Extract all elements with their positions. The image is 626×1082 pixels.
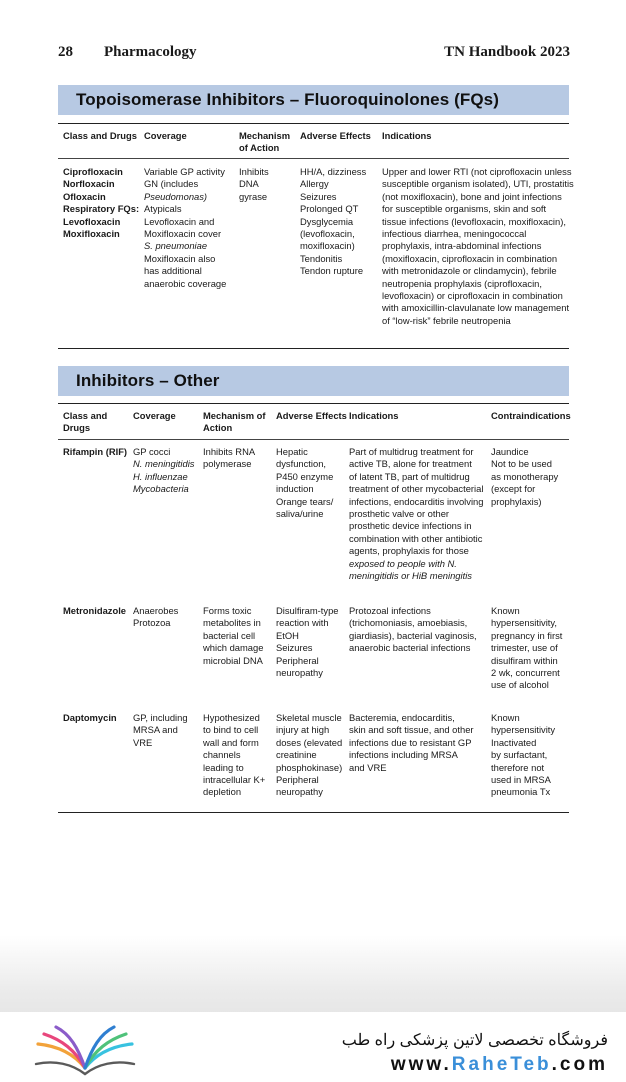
table2-row-adverse: [276, 446, 348, 520]
table2-row-coverage-line: Anaerobes: [133, 605, 179, 616]
table2-title: Inhibitors – Other: [76, 371, 220, 390]
table2-header-cell-line: Adverse Effects: [276, 410, 347, 421]
table2-bottom-rule: [58, 812, 569, 813]
table1-drugs-line: Ofloxacin: [63, 190, 106, 202]
table2-row-contraindications: [491, 712, 569, 799]
table2-row-indications-line: exposed to people with N.: [349, 557, 457, 569]
table2-row-adverse-line: Skeletal muscle: [276, 712, 342, 723]
table2-row-mechanism-line: which damage: [203, 642, 264, 654]
table2-row-coverage-line: N. meningitidis: [133, 458, 195, 470]
table1-header-cell-line: Indications: [382, 130, 432, 141]
table2-row-mechanism-line: depletion: [203, 786, 242, 798]
table2-row-contraindications-line: hypersensitivity: [491, 724, 556, 736]
table2-row-indications-line: (trichomoniasis, amoebiasis,: [349, 617, 468, 629]
table2-row-indications-line: of latent TB, part of multidrug: [349, 470, 470, 482]
table2-row-mechanism-line: wall and form: [203, 736, 259, 748]
table2-header-cell: [203, 410, 275, 435]
table1-drugs-line: Respiratory FQs:: [63, 203, 140, 215]
table2-row-contraindications-line: pneumonia Tx: [491, 786, 551, 798]
table1-coverage-line: GN (includes: [144, 178, 199, 190]
table2-row-indications-line: prosthetic valve or other: [349, 508, 450, 520]
table2-row-adverse-line: Peripheral: [276, 774, 319, 786]
table2-row-adverse-line: Orange tears/: [276, 495, 334, 507]
table2-header-cell-line: Indications: [349, 410, 399, 421]
table2-row-contraindications-line: Inactivated: [491, 736, 537, 748]
table2-row-contraindications-line: Known: [491, 712, 520, 723]
table2-banner: [58, 366, 569, 396]
table2-row-coverage-line: VRE: [133, 736, 153, 748]
table1-indications-line: prophylaxis, intra-abdominal infections: [382, 240, 542, 252]
table2-row-adverse-line: reaction with: [276, 617, 329, 629]
table2-row-contraindications: [491, 605, 569, 692]
table1-indications-line: tissue infections (levofloxacin, moxifloxacin),: [382, 215, 566, 227]
table2-row-adverse-line: dysfunction,: [276, 458, 327, 470]
table2-row-indications-line: infections including MRSA: [349, 749, 458, 761]
table1-header-cell: [239, 130, 297, 155]
table1-drugs-line: Levofloxacin: [63, 215, 121, 227]
table1-header-cell: [300, 130, 380, 142]
table1-header-cell: [382, 130, 572, 142]
table1-indications-line: susceptible organism isolated), UTI, prostatitis: [382, 178, 574, 190]
table2-header-cell-line: Action: [203, 422, 233, 434]
table2-row-adverse-line: creatinine: [276, 749, 317, 761]
page-number: 28: [58, 44, 73, 60]
table2-row-mechanism-line: to bind to cell: [203, 724, 259, 736]
table2-top-rule: [58, 403, 569, 404]
section-title: Pharmacology: [104, 44, 197, 60]
table1-coverage-line: S. pneumoniae: [144, 240, 208, 252]
table1-mechanism-line: gyrase: [239, 190, 268, 202]
table2-row-indications: [349, 605, 489, 655]
table1-coverage-line: Pseudomonas): [144, 190, 208, 202]
table2-row-indications: [349, 712, 489, 774]
table2-row-coverage: [133, 712, 201, 749]
table2-row-indications: [349, 446, 489, 582]
table2-header-rule: [58, 439, 569, 440]
table1-header-cell-line: Coverage: [144, 130, 187, 141]
table2-row-drug: [63, 605, 131, 617]
table1-coverage: [144, 166, 238, 290]
table2-row-drug: [63, 712, 131, 724]
table2-row-coverage-line: Protozoa: [133, 617, 171, 629]
table2-row-adverse-line: Peripheral: [276, 654, 319, 666]
table2-row-adverse-line: Seizures: [276, 642, 313, 654]
table2-row-adverse: [276, 605, 348, 679]
table2-row-mechanism-line: intracellular K+: [203, 774, 266, 786]
table1-adverse-line: Allergy: [300, 178, 329, 190]
table1-indications-line: with amoxicillin-clavulanate low management: [382, 302, 570, 314]
page-shadow: [0, 935, 626, 1015]
table2-header-cell: [63, 410, 131, 435]
table2-row-contraindications: [491, 446, 569, 508]
table1-coverage-line: Moxifloxacin cover: [144, 228, 222, 240]
table2-row-adverse: [276, 712, 348, 799]
table2-header-cell-line: Drugs: [63, 422, 91, 434]
table2-row-contraindications-line: 2 wk, concurrent: [491, 667, 560, 679]
table2-row-contraindications-line: used in MRSA: [491, 774, 551, 786]
table2-row-adverse-line: injury at high: [276, 724, 330, 736]
table2-row-indications-line: Part of multidrug treatment for: [349, 446, 474, 457]
table2-row-indications-line: Bacteremia, endocarditis,: [349, 712, 455, 723]
table2-row-coverage-line: MRSA and: [133, 724, 178, 736]
table2-row-contraindications-line: prophylaxis): [491, 495, 542, 507]
table1-banner: [58, 85, 569, 115]
table2-row-drug-line: Metronidazole: [63, 605, 127, 616]
table1-adverse: [300, 166, 380, 278]
table1-mechanism-line: DNA: [239, 178, 259, 190]
table2-row-mechanism-line: polymerase: [203, 458, 252, 470]
table2-row-indications-line: prosthetic device infections in: [349, 520, 472, 532]
table1-drugs-line: Moxifloxacin: [63, 228, 120, 240]
table2-row-adverse-line: P450 enzyme: [276, 470, 334, 482]
table1-top-rule: [58, 123, 569, 124]
table1-drugs: [63, 166, 143, 240]
table2-row-mechanism-line: Hypothesized: [203, 712, 260, 723]
table2-row-drug: [63, 446, 131, 458]
store-footer: [0, 1012, 626, 1080]
table1-indications-line: for susceptible organisms, skin and soft: [382, 203, 547, 215]
table2-row-indications-line: treatment of other mycobacterial: [349, 483, 484, 495]
book-title: TN Handbook 2023: [444, 44, 570, 60]
table2-row-adverse-line: neuropathy: [276, 667, 323, 679]
table2-header-cell-line: Coverage: [133, 410, 176, 421]
table1-header-cell-line: Adverse Effects: [300, 130, 371, 141]
table1-coverage-line: Levofloxacin and: [144, 215, 215, 227]
table2-row-contraindications-line: as monotherapy: [491, 470, 559, 482]
table1-indications-line: levofloxacin) or ciprofloxacin in combination: [382, 290, 563, 302]
table1-adverse-line: Prolonged QT: [300, 203, 359, 215]
table1-adverse-line: HH/A, dizziness: [300, 166, 367, 177]
table1-adverse-line: moxifloxacin): [300, 240, 355, 252]
table2-row-mechanism: [203, 712, 275, 799]
table2-header-cell-line: Contraindications: [491, 410, 571, 421]
table2-row-indications-line: and VRE: [349, 761, 387, 773]
table2-row-coverage-line: Mycobacteria: [133, 483, 189, 495]
table1-header-cell: [63, 130, 143, 142]
table1-bottom-rule: [58, 348, 569, 349]
table2-row-contraindications-line: Not to be used: [491, 458, 552, 470]
table1-indications-line: infectious diarrhea, meningococcal: [382, 228, 527, 240]
url-suffix: .com: [551, 1054, 608, 1075]
table1-adverse-line: (levofloxacin,: [300, 228, 355, 240]
table2-row-mechanism-line: metabolites in: [203, 617, 261, 629]
table2-row-mechanism: [203, 446, 275, 471]
table2-row-indications-line: giardiasis), bacterial vaginosis,: [349, 629, 477, 641]
table2-row-indications-line: combination with other antibiotic: [349, 532, 483, 544]
table1-indications-line: Upper and lower RTI (not ciprofloxacin unless: [382, 166, 572, 177]
table2-header-cell: [491, 410, 569, 422]
table2-row-coverage: [133, 446, 201, 496]
table2-row-coverage-line: GP cocci: [133, 446, 171, 457]
table1-header-cell-line: Class and Drugs: [63, 130, 137, 141]
table2-row-adverse-line: saliva/urine: [276, 508, 324, 520]
table2-row-adverse-line: neuropathy: [276, 786, 323, 798]
table2-row-coverage-line: H. influenzae: [133, 470, 188, 482]
table2-row-contraindications-line: therefore not: [491, 761, 545, 773]
table2-row-indications-line: infections, endocarditis involving: [349, 495, 484, 507]
table2-row-mechanism-line: Inhibits RNA: [203, 446, 256, 457]
table2-row-indications-line: skin and soft tissue, and other: [349, 724, 474, 736]
table1-indications: [382, 166, 572, 327]
table1-indications-line: (not moxifloxacin), bone and joint infections: [382, 190, 562, 202]
table2-row-adverse-line: phosphokinase): [276, 761, 343, 773]
table1-header-cell: [144, 130, 236, 142]
table2-header-cell-line: Class and: [63, 410, 108, 421]
table1-adverse-line: Tendon rupture: [300, 265, 364, 277]
table2-row-contraindications-line: use of alcohol: [491, 679, 549, 691]
store-name: فروشگاه تخصصی لاتین پزشکی راه طب: [341, 1032, 608, 1049]
table1-indications-line: (moxifloxacin, ciprofloxacin in combination: [382, 252, 558, 264]
table2-row-mechanism-line: channels: [203, 749, 241, 761]
table2-row-indications-line: active TB, alone for treatment: [349, 458, 472, 470]
table2-row-indications-line: meningitidis or HiB meningitis: [349, 570, 472, 582]
table1-drugs-line: Ciprofloxacin: [63, 166, 123, 177]
table1-adverse-line: Tendonitis: [300, 252, 343, 264]
table2-row-mechanism-line: leading to: [203, 761, 244, 773]
table1-coverage-line: has additional: [144, 265, 202, 277]
table2-row-contraindications-line: disulfiram within: [491, 654, 558, 666]
url-prefix: www.: [390, 1054, 452, 1075]
table1-indications-line: of “low-risk” febrile neutropenia: [382, 314, 511, 326]
table1-drugs-line: Norfloxacin: [63, 178, 115, 190]
table2-row-coverage-line: GP, including: [133, 712, 188, 723]
table2-row-contraindications-line: hypersensitivity,: [491, 617, 557, 629]
table2-row-adverse-line: induction: [276, 483, 314, 495]
table2-row-adverse-line: EtOH: [276, 629, 299, 641]
table2-row-indications-line: infections due to resistant GP: [349, 736, 472, 748]
table2-row-mechanism: [203, 605, 275, 667]
table2-row-contraindications-line: trimester, use of: [491, 642, 558, 654]
table2-row-indications-line: agents, prophylaxis for those: [349, 545, 469, 557]
table2-row-contraindications-line: Jaundice: [491, 446, 529, 457]
table2-row-contraindications-line: pregnancy in first: [491, 629, 563, 641]
table2-row-contraindications-line: Known: [491, 605, 520, 616]
table1-mechanism: [239, 166, 297, 203]
table2-row-indications-line: anaerobic bacterial infections: [349, 642, 471, 654]
table1-indications-line: neutropenia prophylaxis (ciprofloxacin,: [382, 277, 542, 289]
store-url[interactable]: [391, 1054, 608, 1076]
table2-header-cell-line: Mechanism of: [203, 410, 266, 421]
table1-coverage-line: Atypicals: [144, 203, 182, 215]
table2-row-adverse-line: doses (elevated: [276, 736, 343, 748]
table2-row-adverse-line: Hepatic: [276, 446, 308, 457]
table1-title: Topoisomerase Inhibitors – Fluoroquinolones (FQs): [76, 90, 499, 109]
table1-coverage-line: Moxifloxacin also: [144, 252, 216, 264]
table1-coverage-line: anaerobic coverage: [144, 277, 227, 289]
table2-header-cell: [349, 410, 489, 422]
table2-header-cell: [133, 410, 201, 422]
table2-row-contraindications-line: by surfactant,: [491, 749, 548, 761]
table2-row-adverse-line: Disulfiram-type: [276, 605, 339, 616]
table2-row-mechanism-line: microbial DNA: [203, 654, 263, 666]
table2-row-drug-line: Rifampin (RIF): [63, 446, 128, 457]
table2-row-contraindications-line: (except for: [491, 483, 536, 495]
table2-row-coverage: [133, 605, 201, 630]
running-header: [58, 44, 570, 66]
table1-adverse-line: Dysglycemia: [300, 215, 354, 227]
table2-row-mechanism-line: Forms toxic: [203, 605, 252, 616]
table1-header-cell-line: of Action: [239, 142, 280, 154]
table2-row-mechanism-line: bacterial cell: [203, 629, 256, 641]
table1-indications-line: with metronidazole or clindamycin), febrile: [382, 265, 557, 277]
table2-header-cell: [276, 410, 348, 422]
url-accent: RaheTeb: [451, 1054, 552, 1075]
table1-adverse-line: Seizures: [300, 190, 337, 202]
table1-mechanism-line: Inhibits: [239, 166, 269, 177]
table1-coverage-line: Variable GP activity: [144, 166, 225, 177]
table1-header-rule: [58, 158, 569, 159]
table2-row-drug-line: Daptomycin: [63, 712, 117, 723]
open-book-logo-icon: [30, 1024, 140, 1082]
table1-header-cell-line: Mechanism: [239, 130, 291, 141]
table2-row-indications-line: Protozoal infections: [349, 605, 431, 616]
